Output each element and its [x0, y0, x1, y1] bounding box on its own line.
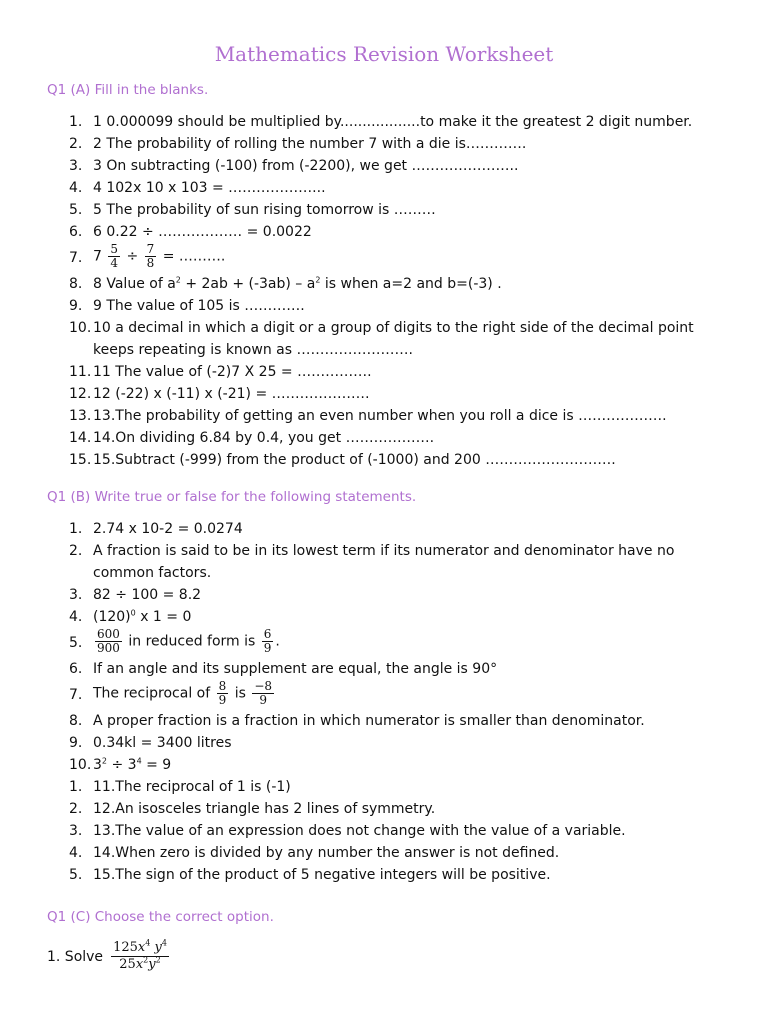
- list-item: 9. 0.34kl = 3400 litres: [69, 735, 232, 751]
- list-item: 7. 7 $\frac{5}{4}$ ÷ $\frac{7}{8}$ = ……….: [69, 242, 226, 270]
- section-b-list: [47, 518, 727, 886]
- list-item: 6. If an angle and its supplement are equal, the angle is 90°: [69, 661, 498, 677]
- list-item: 11. 11 The value of (-2)7 X 25 = …………….: [69, 364, 372, 380]
- fraction: $\frac{-8}{9}$: [254, 679, 273, 707]
- list-item: 1. 1 0.000099 should be multiplied by..................to make it the greatest 2 digit number.: [69, 114, 693, 130]
- list-item: 10. $3^2 \div 3^4 = 9$: [69, 756, 172, 773]
- section-a-heading: Q1 (A) Fill in the blanks.: [47, 82, 209, 98]
- question-label: 1. Solve: [47, 948, 104, 965]
- question-c1: [47, 940, 171, 973]
- list-item: 5. 5 The probability of sun rising tomorrow is ………: [69, 202, 436, 218]
- list-item: 2. 12.An isosceles triangle has 2 lines of symmetry.: [69, 801, 436, 817]
- list-item: 8. 8 Value of $a^2 + 2ab + (-3ab) - a^2$ is when a=2 and b=(-3) .: [69, 275, 502, 292]
- fraction: $\frac{8}{9}$: [218, 679, 227, 707]
- list-item: 8. A proper fraction is a fraction in which numerator is smaller than denominator.: [69, 713, 645, 729]
- list-item: 12. 12 (-22) x (-11) x (-21) = …………………: [69, 386, 370, 402]
- list-item: 15. 15.Subtract (-999) from the product of (-1000) and 200 ……………………….: [69, 452, 616, 468]
- section-b-heading: Q1 (B) Write true or false for the following statements.: [47, 489, 417, 505]
- fraction: $\frac{600}{900}$: [97, 627, 120, 655]
- list-item: 10. 10 a decimal in which a digit or a group of digits to the right side of the decimal point keeps repeating is known as …………………….: [69, 320, 694, 358]
- list-item: 1. 2.74 x 10-2 = 0.0274: [69, 521, 243, 537]
- list-item: 3. 82 ÷ 100 = 8.2: [69, 587, 202, 603]
- list-item: 5. 15.The sign of the product of 5 negative integers will be positive.: [69, 867, 551, 883]
- section-a-list: [47, 111, 727, 471]
- list-item: 7. The reciprocal of $\frac{8}{9}$ is $\frac{-8}{9}$: [69, 679, 273, 707]
- list-item: 6. 6 0.22 ÷ ……………… = 0.0022: [69, 224, 312, 240]
- list-item: 3. 3 On subtracting (-100) from (-2200), we get …………………..: [69, 158, 519, 174]
- fraction: $\frac{5}{4}$: [110, 242, 119, 270]
- list-item: 4. $(120)^0$ x 1 = 0: [69, 608, 192, 625]
- list-item: 9. 9 The value of 105 is ………….: [69, 298, 305, 314]
- list-item: 3. 13.The value of an expression does not change with the value of a variable.: [69, 823, 626, 839]
- list-item: 1. 11.The reciprocal of 1 is (-1): [69, 779, 291, 795]
- fraction: $\frac{6}{9}$: [263, 627, 272, 655]
- section-c-heading: Q1 (C) Choose the correct option.: [47, 909, 274, 925]
- fraction: $\frac{125x^4 y^4}{25x^2y^2}$: [113, 938, 167, 972]
- list-item: 14. 14.On dividing 6.84 by 0.4, you get ……………….: [69, 430, 435, 446]
- list-item: 13. 13.The probability of getting an even number when you roll a dice is ……………….: [69, 408, 667, 424]
- list-item: 2. A fraction is said to be in its lowest term if its numerator and denominator have no common factors.: [69, 543, 675, 581]
- list-item: 5. $\frac{600}{900}$ in reduced form is $\frac{6}{9}$ .: [69, 627, 280, 655]
- page-title: Mathematics Revision Worksheet: [214, 42, 554, 66]
- list-item: 2. 2 The probability of rolling the number 7 with a die is………….: [69, 136, 527, 152]
- list-item: 4. 14.When zero is divided by any number the answer is not defined.: [69, 845, 560, 861]
- fraction: $\frac{7}{8}$: [146, 242, 155, 270]
- list-item: 4. 4 102x 10 x 103 = ………………...: [69, 180, 326, 196]
